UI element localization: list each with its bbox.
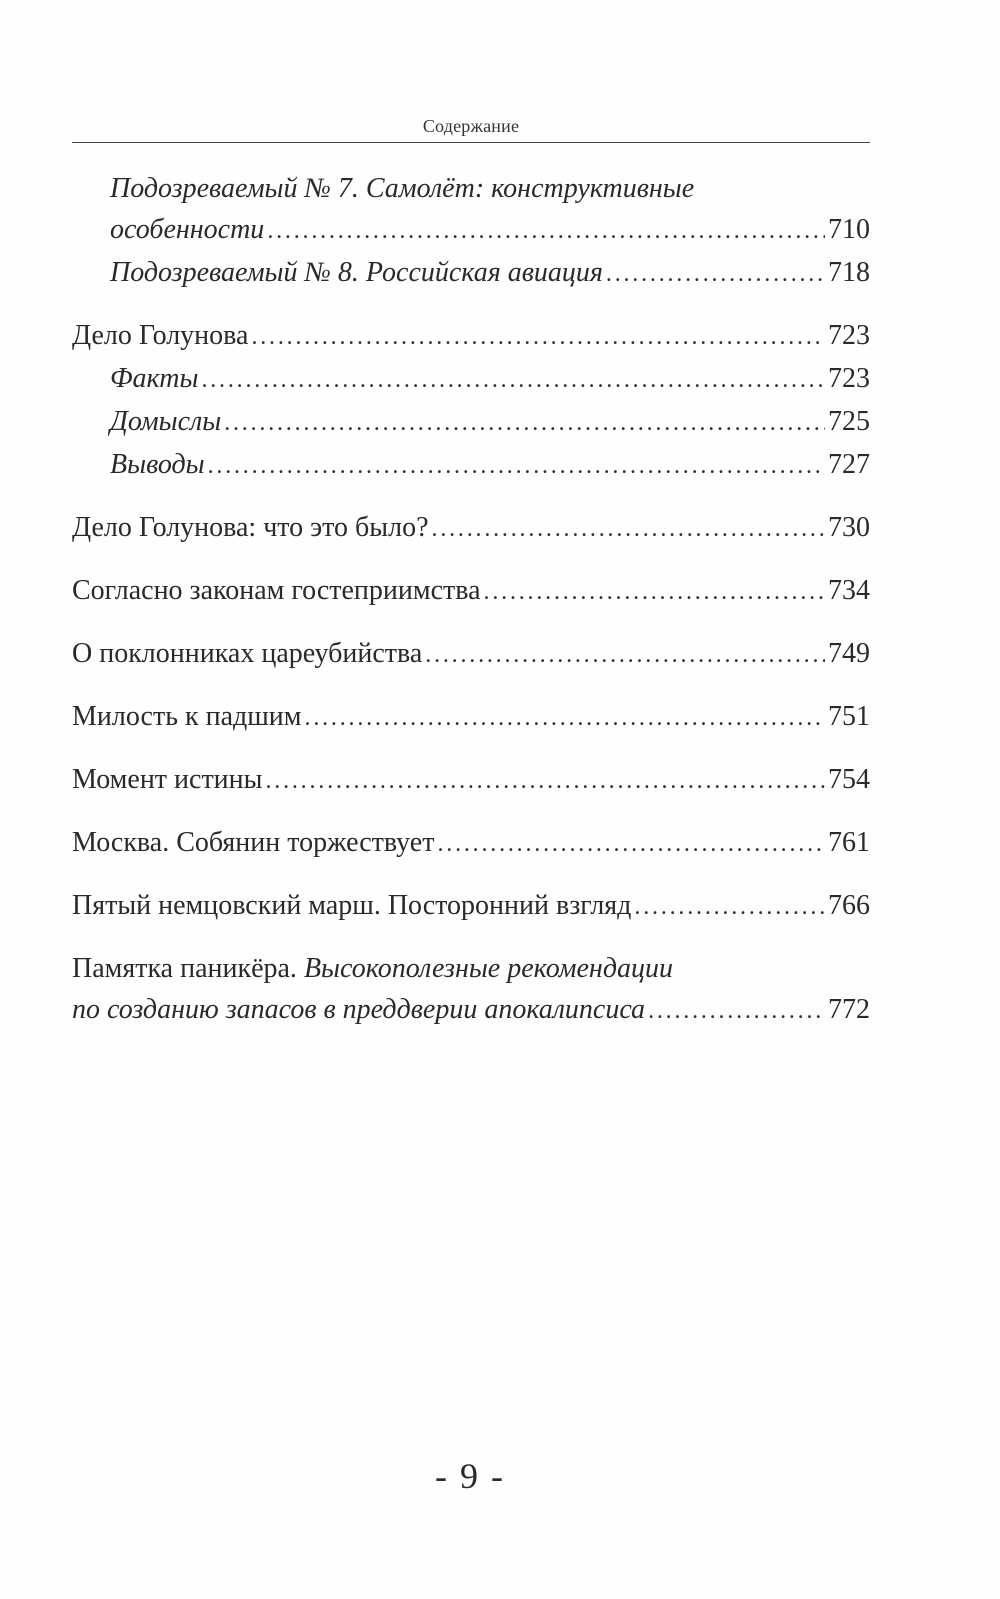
toc-entry [72, 759, 870, 802]
toc-entry-title: Дело Голунова: что это было? [72, 512, 429, 543]
toc-page-number: 730 [828, 512, 870, 543]
toc-entry-title-line1: Подозреваемый № 7. Самолёт: конструктивные [110, 173, 695, 204]
toc-entry [72, 696, 870, 739]
toc-entry [72, 885, 870, 928]
toc-page-number: 754 [828, 764, 870, 795]
toc-entry [72, 315, 870, 358]
toc-entry [72, 401, 870, 444]
toc-entry [72, 948, 870, 1032]
toc-page-number: 766 [828, 890, 870, 921]
toc-page-number: 761 [828, 827, 870, 858]
toc-entry-title: Момент истины [72, 764, 263, 795]
header-rule [72, 142, 870, 143]
toc-entry [72, 633, 870, 676]
dot-leader [432, 507, 825, 550]
toc-entry [72, 822, 870, 865]
toc-page-number: 772 [828, 994, 870, 1025]
toc-entry-title: Пятый немцовский марш. Посторонний взгляд [72, 890, 632, 921]
toc-entry-title: Москва. Собянин торжествует [72, 827, 435, 858]
dot-leader [251, 315, 825, 358]
toc-page-number: 734 [828, 575, 870, 606]
toc-entry-title: Согласно законам гостеприимства [72, 575, 481, 606]
toc-entry [72, 252, 870, 295]
dot-leader [437, 822, 825, 865]
dot-leader [224, 401, 825, 444]
toc-entry-title: Дело Голунова [72, 320, 249, 351]
toc-entry [72, 358, 870, 401]
dot-leader [484, 570, 825, 613]
dot-leader [267, 209, 825, 252]
toc-page-number: 723 [828, 363, 870, 394]
dot-leader [265, 759, 825, 802]
dot-leader [425, 633, 825, 676]
toc-entry-title-italic: Высокополезные рекомендации [303, 953, 673, 984]
toc-page-number: 727 [828, 449, 870, 480]
toc-page-number: 723 [828, 320, 870, 351]
toc-page-number: 725 [828, 406, 870, 437]
toc-entry [72, 507, 870, 550]
table-of-contents [72, 168, 870, 1032]
toc-page-number: 749 [828, 638, 870, 669]
toc-entry [72, 570, 870, 613]
toc-entry-title: особенности [110, 214, 265, 245]
toc-entry-title: Выводы [110, 449, 205, 480]
page-number: - 9 - [435, 1456, 505, 1496]
dot-leader [606, 252, 825, 295]
toc-entry-title: Домыслы [110, 406, 222, 437]
toc-entry-title: Милость к падшим [72, 701, 302, 732]
toc-entry [72, 168, 870, 252]
dot-leader [305, 696, 825, 739]
toc-entry [72, 444, 870, 487]
toc-entry-title: по созданию запасов в преддверии апокалипсиса [72, 994, 646, 1025]
toc-entry-title-regular: Памятка паникёра. [72, 953, 297, 984]
toc-entry-title: Факты [110, 363, 199, 394]
toc-entry-title: О поклонниках цареубийства [72, 638, 423, 669]
running-head: Содержание [422, 116, 520, 136]
dot-leader [634, 885, 825, 928]
dot-leader [208, 444, 825, 487]
toc-entry-title: Подозреваемый № 8. Российская авиация [110, 257, 603, 288]
toc-page-number: 710 [828, 214, 870, 245]
dot-leader [201, 358, 825, 401]
dot-leader [648, 989, 825, 1032]
toc-page-number: 751 [828, 701, 870, 732]
toc-page-number: 718 [828, 257, 870, 288]
toc-entry-title-line1 [72, 948, 870, 989]
